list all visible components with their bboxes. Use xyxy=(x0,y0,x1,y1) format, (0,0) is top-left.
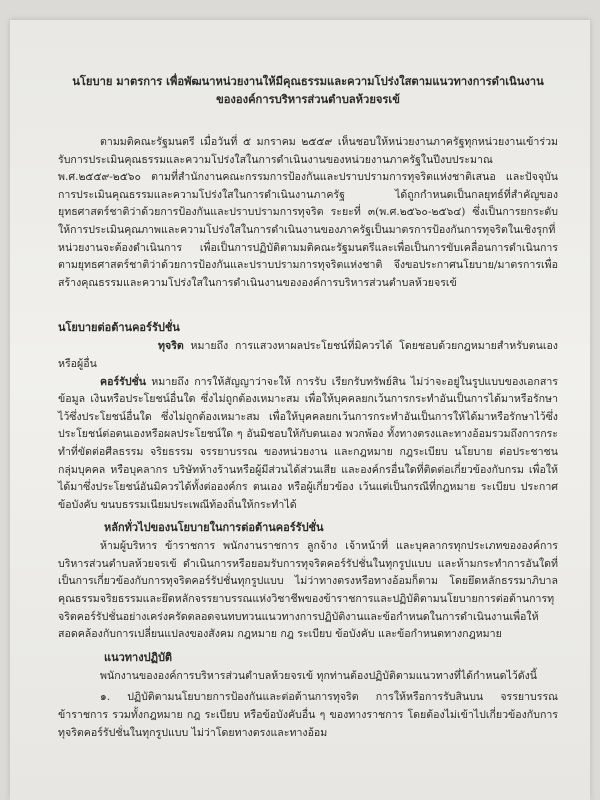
definition-corruption xyxy=(58,338,558,373)
term-fraud-definition: หมายถึง การแสวงหาผลประโยชน์ที่มิควรได้ โดยชอบด้วยกฎหมายสำหรับตนเองหรือผู้อื่น xyxy=(58,340,558,370)
principle-paragraph: ห้ามผู้บริหาร ข้าราชการ พนักงานราชการ ลูกจ้าง เจ้าหน้าที่ และบุคลากรทุกประเภทขององค์การบริหารส่วนตำบลห้วยจรเข้ ดำเนินการหรือยอมรับการทุจริตคอร์รัปชั่นในทุกรูปแบบ และห้ามกระทำการอันใดที่เป็นการเกี่ยวข้องกับการทุจริตคอร์รัปชั่นทุกรูปแบบ ไม่ว่าทางตรงหรือทางอ้อมก็ตาม โดยยึดหลักธรรมาภิบาลคุณธรรมจริยธรรมและยึดหลักจรรยาบรรณแห่งวิชาชีพของข้าราชการและปฏิบัติตามนโยบายการต่อต้านการทุจริตคอร์รัปชั่นอย่างเคร่งครัดตลอดจนทบทวนแนวทางการปฏิบัติงานและข้อกำหนดในการดำเนินงานเพื่อให้สอดคล้องกับการเปลี่ยนแปลงของสังคม กฎหมาย กฎ ระเบียบ ข้อบังคับ และข้อกำหนดทางกฎหมาย xyxy=(58,540,558,641)
document-page xyxy=(10,20,590,800)
intro-paragraph: ตามมติคณะรัฐมนตรี เมื่อวันที่ ๕ มกราคม ๒๕๕๙ เห็นชอบให้หน่วยงานภาครัฐทุกหน่วยงานเข้าร่วมรับการประเมินคุณธรรมและความโปร่งใสในการดำเนินงานของหน่วยงานภาครัฐในปีงบประมาณ พ.ศ.๒๕๕๙-๒๕๖๐ ตามที่สำนักงานคณะกรรมการป้องกันและปราบปรามการทุจริตแห่งชาติเสนอ และปัจจุบันการประเมินคุณธรรมและความโปร่งใสในการดำเนินงานภาครัฐ ได้ถูกกำหนดเป็นกลยุทธ์ที่สำคัญของยุทธศาสตร์ชาติว่าด้วยการป้องกันและปราบปรามการทุจริต ระยะที่ ๓(พ.ศ.๒๕๖๐-๒๕๖๔) ซึ่งเป็นการยกระดับให้การประเมินคุณภาพและความโปร่งใสในการดำเนินงานของภาครัฐเป็นมาตรการป้องกันการทุจริตในเชิงรุกที่หน่วยงานจะต้องดำเนินการ เพื่อเป็นการปฏิบัติตามมติคณะรัฐมนตรีและเพื่อเป็นการขับเคลื่อนการดำเนินการตามยุทธศาสตร์ชาติว่าด้วยการป้องกันและปราบปรามการทุจริตแห่งชาติ จึงขอประกาศนโยบาย/มาตรการเพื่อสร้างคุณธรรมและความโปร่งใสในการดำเนินงานขององค์การบริหารส่วนตำบลห้วยจรเข้ xyxy=(58,136,558,289)
document-body xyxy=(58,72,558,742)
term-fraud: ทุจริต xyxy=(158,340,184,353)
practice-intro: พนักงานขององค์การบริหารส่วนตำบลห้วยจรเข้ ทุกท่านต้องปฏิบัติตามแนวทางที่ได้กำหนดไว้ดังนี้ xyxy=(100,669,538,682)
practice-item-1: ๑. ปฏิบัติตามนโยบายการป้องกันและต่อต้านการทุจริต การให้หรือการรับสินบน จรรยาบรรณข้าราชการ รวมทั้งกฎหมาย กฎ ระเบียบ หรือข้อบังคับอื่น ๆ ของทางราชการ โดยต้องไม่เข้าไปเกี่ยวข้องกับการทุจริตคอร์รัปชั่นในทุกรูปแบบ ไม่ว่าโดยทางตรงและทางอ้อม xyxy=(58,691,558,739)
term-corruption: คอร์รัปชั่น xyxy=(100,375,146,388)
definition-corruption-2 xyxy=(58,374,558,515)
document-title-line1: นโยบาย มาตรการ เพื่อพัฒนาหน่วยงานให้มีคุณธรรมและความโปร่งใสตามแนวทางการดำเนินงาน xyxy=(72,74,544,88)
document-title-line2: ขององค์การบริหารส่วนตำบลห้วยจรเข้ xyxy=(216,92,400,106)
subheading-practice-guidelines: แนวทางปฏิบัติ xyxy=(104,650,173,664)
section-heading-anticorruption: นโยบายต่อต้านคอร์รัปชั่น xyxy=(58,321,180,335)
term-corruption-definition: หมายถึง การให้สัญญาว่าจะให้ การรับ เรียกรับทรัพย์สิน ไม่ว่าจะอยู่ในรูปแบบของเอกสาร ข้อมูล เงินหรือประโยชน์อื่นใด ซึ่งไม่ถูกต้องเหมาะสม เพื่อให้บุคคลยกเว้นการกระทำอันเป็นการได้มาหรือรักษาไว้ซึ่งประโยชน์อื่นใด ซึ่งไม่ถูกต้องเหมาะสม เพื่อให้บุคคลยกเว้นการกระทำอันเป็นการให้ได้มาหรือรักษาไว้ซึ่งประโยชน์ต่อตนเองหรือผลประโยชน์ใด ๆ อันมิชอบให้กับตนเอง พวกพ้อง ทั้งทางตรงและทางอ้อมรวมถึงการกระทำที่ขัดต่อศีลธรรม จริยธรรม จรรยาบรรณ ของหน่วยงาน และกฎหมาย กฎระเบียบ นโยบาย ต่อประชาชน กลุ่มบุคคล หรือบุคลากร บริษัทห้างร้านหรือผู้มีส่วนได้ส่วนเสีย และองค์กรอื่นใดที่ติดต่อเกี่ยวข้องกับกรม เพื่อให้ได้มาซึ่งประโยชน์อันมิควรได้ทั้งต่อองค์กร ตนเอง หรือผู้เกี่ยวข้อง เว้นแต่เป็นกรณีที่กฎหมาย ระเบียบ ประกาศ ข้อบังคับ ขนบธรรมเนียมประเพณีท้องถิ่นให้กระทำได้ xyxy=(58,375,558,511)
subheading-general-principles: หลักทั่วไปของนโยบายในการต่อต้านคอร์รัปชั่น xyxy=(104,521,324,535)
